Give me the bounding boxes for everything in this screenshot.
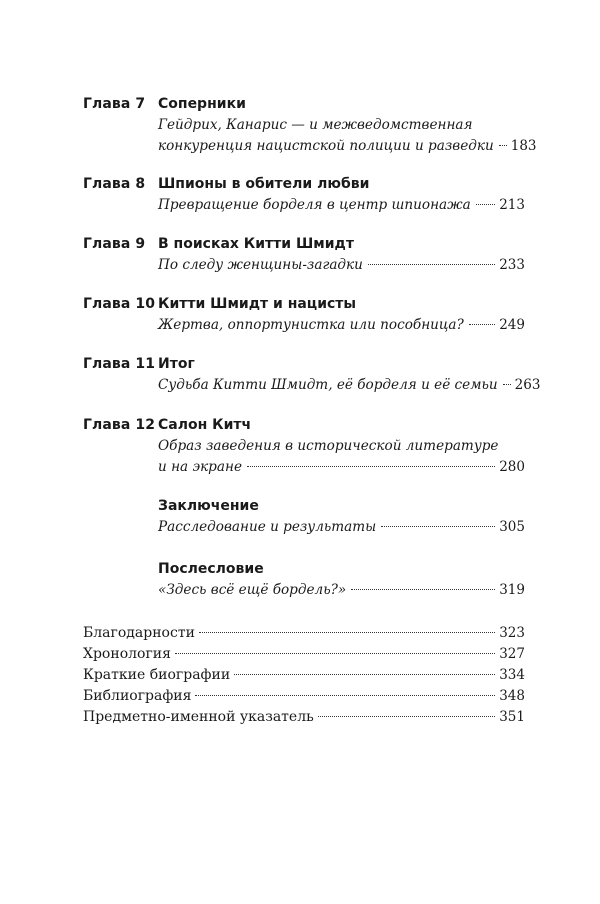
chapter-subtitle-text: Судьба Китти Шмидт, её борделя и её семьи: [158, 377, 498, 393]
chapter-title: Итог: [158, 356, 195, 372]
back-matter-title: Хронология: [83, 646, 171, 662]
toc-entry-chronology[interactable]: [83, 644, 525, 664]
chapter-subtitle-text: и на экране: [158, 459, 242, 475]
page-number: 327: [499, 646, 525, 662]
page-number: 334: [499, 667, 525, 683]
leader-dots: [381, 526, 495, 527]
chapter-subtitle: [158, 436, 525, 456]
section-title: Заключение: [158, 498, 259, 514]
chapter-title: В поисках Китти Шмидт: [158, 236, 354, 252]
chapter-subtitle-line: [158, 375, 541, 395]
page-number: 319: [499, 582, 525, 598]
leader-dots: [351, 589, 495, 590]
chapter-subtitle-text: Превращение борделя в центр шпионажа: [158, 197, 471, 213]
back-matter-title: Предметно-именной указатель: [83, 709, 314, 725]
back-matter-title: Краткие биографии: [83, 667, 231, 683]
section-title: Послесловие: [158, 561, 264, 577]
chapter-subtitle-line: [158, 315, 525, 335]
page-number: 233: [499, 257, 525, 273]
page-number: 348: [499, 688, 525, 704]
leader-dots: [503, 384, 511, 385]
page-number: 280: [499, 459, 525, 475]
page-number: 323: [499, 625, 525, 641]
chapter-title: Шпионы в обители любви: [158, 176, 370, 192]
chapter-subtitle-line: [158, 195, 525, 215]
chapter-title: Китти Шмидт и нацисты: [158, 296, 357, 312]
section-subtitle-line: [158, 580, 525, 600]
back-matter-title: Благодарности: [83, 625, 195, 641]
back-matter-title: Библиография: [83, 688, 192, 704]
page-number: 263: [514, 377, 541, 393]
leader-dots: [175, 653, 495, 654]
leader-dots: [199, 632, 495, 633]
leader-dots: [499, 145, 507, 146]
leader-dots: [247, 466, 495, 467]
chapter-subtitle-line: [158, 255, 525, 275]
leader-dots: [476, 204, 496, 205]
page-number: 213: [499, 197, 525, 213]
leader-dots: [234, 674, 495, 675]
chapter-subtitle: [158, 115, 525, 135]
leader-dots: [318, 716, 495, 717]
chapter-subtitle-text: конкуренция нацистской полиции и разведки: [158, 138, 494, 154]
toc-entry-bibliography[interactable]: [83, 686, 525, 706]
page-number: 305: [499, 519, 525, 535]
chapter-subtitle-line: [158, 136, 537, 156]
leader-dots: [469, 324, 495, 325]
page-number: 249: [499, 317, 525, 333]
leader-dots: [368, 264, 495, 265]
chapter-label: Глава 9: [83, 236, 146, 252]
chapter-title: Соперники: [158, 96, 246, 112]
chapter-label: Глава 8: [83, 176, 146, 192]
toc-entry-index[interactable]: [83, 707, 525, 727]
chapter-title: Салон Китч: [158, 417, 252, 433]
section-subtitle-text: «Здесь всё ещё бордель?»: [158, 582, 347, 598]
chapter-label: Глава 12: [83, 417, 156, 433]
toc-entry-acknowledgements[interactable]: [83, 623, 525, 643]
page-number: 351: [499, 709, 525, 725]
chapter-label: Глава 11: [83, 356, 156, 372]
chapter-subtitle-text: Жертва, оппортунистка или пособница?: [158, 317, 464, 333]
toc-entry-biographies[interactable]: [83, 665, 525, 685]
page-number: 183: [510, 138, 537, 154]
section-subtitle-text: Расследование и результаты: [158, 519, 377, 535]
chapter-label: Глава 10: [83, 296, 156, 312]
section-subtitle-line: [158, 517, 525, 537]
chapter-label: Глава 7: [83, 96, 146, 112]
chapter-subtitle-text: По следу женщины-загадки: [158, 257, 363, 273]
leader-dots: [195, 695, 495, 696]
chapter-subtitle-text: Гейдрих, Канарис — и межведомственная: [158, 117, 473, 133]
chapter-subtitle-line: [158, 457, 525, 477]
chapter-subtitle-text: Образ заведения в исторической литературе: [158, 438, 499, 454]
